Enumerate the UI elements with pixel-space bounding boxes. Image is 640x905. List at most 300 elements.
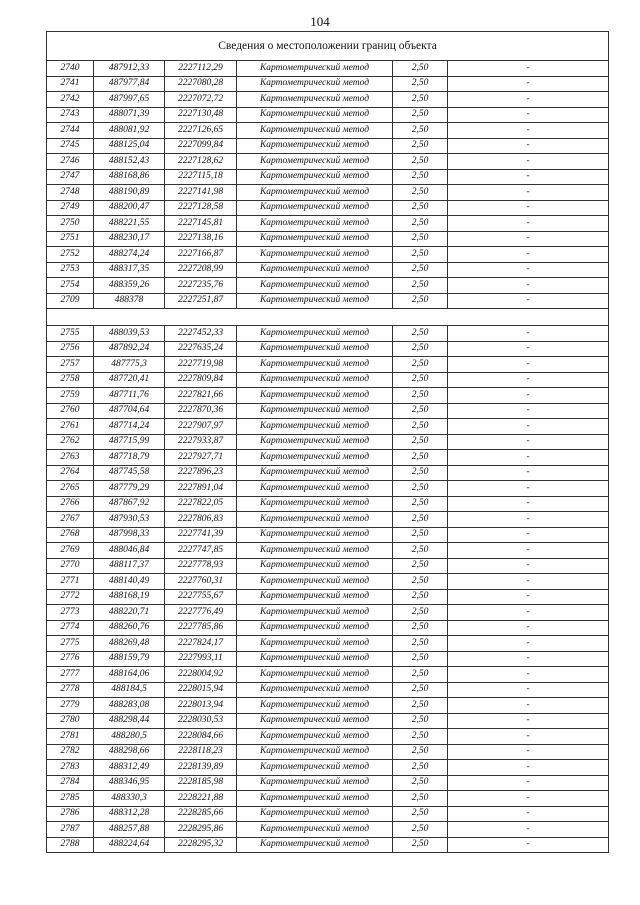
- method-cell: Картометрический метод: [237, 589, 393, 605]
- x-coordinate-cell: 487912,33: [94, 61, 165, 77]
- point-number-cell: 2782: [47, 744, 94, 760]
- table-row: [47, 388, 609, 404]
- accuracy-cell: 2,50: [393, 450, 448, 466]
- point-number-cell: 2753: [47, 262, 94, 278]
- point-number-cell: 2776: [47, 651, 94, 667]
- coordinates-table-container: [46, 31, 608, 853]
- point-number-cell: 2740: [47, 61, 94, 77]
- x-coordinate-cell: 488257,88: [94, 822, 165, 838]
- point-number-cell: 2749: [47, 200, 94, 216]
- x-coordinate-cell: 488346,95: [94, 775, 165, 791]
- x-coordinate-cell: 488224,64: [94, 837, 165, 853]
- point-number-cell: 2788: [47, 837, 94, 853]
- method-cell: Картометрический метод: [237, 107, 393, 123]
- x-coordinate-cell: 488269,48: [94, 636, 165, 652]
- description-cell: -: [448, 543, 609, 559]
- x-coordinate-cell: 487745,58: [94, 465, 165, 481]
- method-cell: Картометрический метод: [237, 262, 393, 278]
- y-coordinate-cell: 2227824,17: [165, 636, 237, 652]
- x-coordinate-cell: 487930,53: [94, 512, 165, 528]
- table-row: [47, 357, 609, 373]
- accuracy-cell: 2,50: [393, 247, 448, 263]
- point-number-cell: 2771: [47, 574, 94, 590]
- y-coordinate-cell: 2227809,84: [165, 372, 237, 388]
- accuracy-cell: 2,50: [393, 558, 448, 574]
- y-coordinate-cell: 2227821,66: [165, 388, 237, 404]
- table-row: [47, 496, 609, 512]
- description-cell: -: [448, 278, 609, 294]
- y-coordinate-cell: 2227635,24: [165, 341, 237, 357]
- accuracy-cell: 2,50: [393, 403, 448, 419]
- method-cell: Картометрический метод: [237, 293, 393, 309]
- method-cell: Картометрический метод: [237, 61, 393, 77]
- accuracy-cell: 2,50: [393, 527, 448, 543]
- description-cell: -: [448, 123, 609, 139]
- table-row: [47, 543, 609, 559]
- description-cell: -: [448, 481, 609, 497]
- point-number-cell: 2754: [47, 278, 94, 294]
- accuracy-cell: 2,50: [393, 278, 448, 294]
- point-number-cell: 2767: [47, 512, 94, 528]
- table-row: [47, 185, 609, 201]
- point-number-cell: 2743: [47, 107, 94, 123]
- table-row: [47, 123, 609, 139]
- x-coordinate-cell: 487997,65: [94, 92, 165, 108]
- accuracy-cell: 2,50: [393, 837, 448, 853]
- table-row: [47, 419, 609, 435]
- y-coordinate-cell: 2228295,86: [165, 822, 237, 838]
- description-cell: -: [448, 247, 609, 263]
- y-coordinate-cell: 2227141,98: [165, 185, 237, 201]
- description-cell: -: [448, 61, 609, 77]
- y-coordinate-cell: 2227927,71: [165, 450, 237, 466]
- y-coordinate-cell: 2227138,16: [165, 231, 237, 247]
- x-coordinate-cell: 488046,84: [94, 543, 165, 559]
- point-number-cell: 2757: [47, 357, 94, 373]
- page-number: 104: [310, 14, 330, 29]
- x-coordinate-cell: 488159,79: [94, 651, 165, 667]
- accuracy-cell: 2,50: [393, 61, 448, 77]
- y-coordinate-cell: 2227072,72: [165, 92, 237, 108]
- accuracy-cell: 2,50: [393, 636, 448, 652]
- description-cell: -: [448, 713, 609, 729]
- separator-cell: [47, 309, 609, 326]
- y-coordinate-cell: 2227776,49: [165, 605, 237, 621]
- description-cell: -: [448, 651, 609, 667]
- accuracy-cell: 2,50: [393, 372, 448, 388]
- description-cell: -: [448, 326, 609, 342]
- table-row: [47, 154, 609, 170]
- table-title: Сведения о местоположении границ объекта: [47, 32, 609, 61]
- point-number-cell: 2778: [47, 682, 94, 698]
- description-cell: -: [448, 231, 609, 247]
- description-cell: -: [448, 527, 609, 543]
- description-cell: -: [448, 589, 609, 605]
- description-cell: -: [448, 341, 609, 357]
- accuracy-cell: 2,50: [393, 262, 448, 278]
- y-coordinate-cell: 2228013,94: [165, 698, 237, 714]
- accuracy-cell: 2,50: [393, 543, 448, 559]
- accuracy-cell: 2,50: [393, 293, 448, 309]
- accuracy-cell: 2,50: [393, 154, 448, 170]
- accuracy-cell: 2,50: [393, 169, 448, 185]
- point-number-cell: 2787: [47, 822, 94, 838]
- point-number-cell: 2751: [47, 231, 94, 247]
- y-coordinate-cell: 2227747,85: [165, 543, 237, 559]
- method-cell: Картометрический метод: [237, 791, 393, 807]
- point-number-cell: 2747: [47, 169, 94, 185]
- x-coordinate-cell: 488220,71: [94, 605, 165, 621]
- method-cell: Картометрический метод: [237, 326, 393, 342]
- method-cell: Картометрический метод: [237, 138, 393, 154]
- x-coordinate-cell: 488298,66: [94, 744, 165, 760]
- table-row: [47, 293, 609, 309]
- method-cell: Картометрический метод: [237, 341, 393, 357]
- y-coordinate-cell: 2227907,97: [165, 419, 237, 435]
- method-cell: Картометрический метод: [237, 698, 393, 714]
- accuracy-cell: 2,50: [393, 465, 448, 481]
- method-cell: Картометрический метод: [237, 574, 393, 590]
- accuracy-cell: 2,50: [393, 806, 448, 822]
- method-cell: Картометрический метод: [237, 465, 393, 481]
- point-number-cell: 2768: [47, 527, 94, 543]
- description-cell: -: [448, 636, 609, 652]
- description-cell: -: [448, 293, 609, 309]
- point-number-cell: 2779: [47, 698, 94, 714]
- method-cell: Картометрический метод: [237, 682, 393, 698]
- x-coordinate-cell: 488164,06: [94, 667, 165, 683]
- y-coordinate-cell: 2227741,39: [165, 527, 237, 543]
- x-coordinate-cell: 488260,76: [94, 620, 165, 636]
- x-coordinate-cell: 488298,44: [94, 713, 165, 729]
- table-row: [47, 326, 609, 342]
- x-coordinate-cell: 487775,3: [94, 357, 165, 373]
- point-number-cell: 2786: [47, 806, 94, 822]
- accuracy-cell: 2,50: [393, 357, 448, 373]
- x-coordinate-cell: 488230,17: [94, 231, 165, 247]
- point-number-cell: 2759: [47, 388, 94, 404]
- table-row: [47, 713, 609, 729]
- description-cell: -: [448, 372, 609, 388]
- x-coordinate-cell: 488312,28: [94, 806, 165, 822]
- accuracy-cell: 2,50: [393, 822, 448, 838]
- method-cell: Картометрический метод: [237, 744, 393, 760]
- description-cell: -: [448, 465, 609, 481]
- y-coordinate-cell: 2227251,87: [165, 293, 237, 309]
- point-number-cell: 2777: [47, 667, 94, 683]
- y-coordinate-cell: 2227933,87: [165, 434, 237, 450]
- table-row: [47, 403, 609, 419]
- x-coordinate-cell: 487977,84: [94, 76, 165, 92]
- point-number-cell: 2758: [47, 372, 94, 388]
- accuracy-cell: 2,50: [393, 698, 448, 714]
- table-row: [47, 61, 609, 77]
- table-row: [47, 216, 609, 232]
- point-number-cell: 2760: [47, 403, 94, 419]
- point-number-cell: 2775: [47, 636, 94, 652]
- table-row: [47, 605, 609, 621]
- method-cell: Картометрический метод: [237, 388, 393, 404]
- y-coordinate-cell: 2228295,32: [165, 837, 237, 853]
- y-coordinate-cell: 2227870,36: [165, 403, 237, 419]
- description-cell: -: [448, 667, 609, 683]
- method-cell: Картометрический метод: [237, 775, 393, 791]
- point-number-cell: 2774: [47, 620, 94, 636]
- table-row: [47, 775, 609, 791]
- method-cell: Картометрический метод: [237, 496, 393, 512]
- y-coordinate-cell: 2228285,66: [165, 806, 237, 822]
- table-row: [47, 278, 609, 294]
- table-row: [47, 620, 609, 636]
- description-cell: -: [448, 791, 609, 807]
- description-cell: -: [448, 620, 609, 636]
- x-coordinate-cell: 488184,5: [94, 682, 165, 698]
- accuracy-cell: 2,50: [393, 419, 448, 435]
- y-coordinate-cell: 2227778,93: [165, 558, 237, 574]
- table-row: [47, 92, 609, 108]
- x-coordinate-cell: 487998,33: [94, 527, 165, 543]
- accuracy-cell: 2,50: [393, 574, 448, 590]
- x-coordinate-cell: 488117,37: [94, 558, 165, 574]
- y-coordinate-cell: 2227128,58: [165, 200, 237, 216]
- point-number-cell: 2770: [47, 558, 94, 574]
- y-coordinate-cell: 2227896,23: [165, 465, 237, 481]
- x-coordinate-cell: 487867,92: [94, 496, 165, 512]
- y-coordinate-cell: 2227235,76: [165, 278, 237, 294]
- y-coordinate-cell: 2227128,62: [165, 154, 237, 170]
- method-cell: Картометрический метод: [237, 605, 393, 621]
- x-coordinate-cell: 488280,5: [94, 729, 165, 745]
- y-coordinate-cell: 2228139,89: [165, 760, 237, 776]
- table-row: [47, 574, 609, 590]
- accuracy-cell: 2,50: [393, 620, 448, 636]
- y-coordinate-cell: 2227785,86: [165, 620, 237, 636]
- description-cell: -: [448, 200, 609, 216]
- y-coordinate-cell: 2227112,29: [165, 61, 237, 77]
- accuracy-cell: 2,50: [393, 200, 448, 216]
- table-row: [47, 791, 609, 807]
- accuracy-cell: 2,50: [393, 481, 448, 497]
- table-row: [47, 107, 609, 123]
- y-coordinate-cell: 2227452,33: [165, 326, 237, 342]
- y-coordinate-cell: 2227145,81: [165, 216, 237, 232]
- description-cell: -: [448, 682, 609, 698]
- table-row: [47, 465, 609, 481]
- method-cell: Картометрический метод: [237, 527, 393, 543]
- point-number-cell: 2762: [47, 434, 94, 450]
- method-cell: Картометрический метод: [237, 667, 393, 683]
- description-cell: -: [448, 729, 609, 745]
- method-cell: Картометрический метод: [237, 247, 393, 263]
- point-number-cell: 2744: [47, 123, 94, 139]
- accuracy-cell: 2,50: [393, 744, 448, 760]
- accuracy-cell: 2,50: [393, 231, 448, 247]
- description-cell: -: [448, 76, 609, 92]
- description-cell: -: [448, 216, 609, 232]
- accuracy-cell: 2,50: [393, 388, 448, 404]
- method-cell: Картометрический метод: [237, 806, 393, 822]
- description-cell: -: [448, 357, 609, 373]
- accuracy-cell: 2,50: [393, 775, 448, 791]
- x-coordinate-cell: 488330,3: [94, 791, 165, 807]
- point-number-cell: 2764: [47, 465, 94, 481]
- method-cell: Картометрический метод: [237, 713, 393, 729]
- point-number-cell: 2765: [47, 481, 94, 497]
- table-row: [47, 138, 609, 154]
- y-coordinate-cell: 2227130,48: [165, 107, 237, 123]
- table-row: [47, 760, 609, 776]
- x-coordinate-cell: 488200,47: [94, 200, 165, 216]
- table-row: [47, 231, 609, 247]
- description-cell: -: [448, 806, 609, 822]
- accuracy-cell: 2,50: [393, 92, 448, 108]
- y-coordinate-cell: 2227115,18: [165, 169, 237, 185]
- point-number-cell: 2773: [47, 605, 94, 621]
- point-number-cell: 2769: [47, 543, 94, 559]
- y-coordinate-cell: 2227126,65: [165, 123, 237, 139]
- description-cell: -: [448, 154, 609, 170]
- x-coordinate-cell: 487718,79: [94, 450, 165, 466]
- table-row: [47, 589, 609, 605]
- x-coordinate-cell: 487714,24: [94, 419, 165, 435]
- description-cell: -: [448, 837, 609, 853]
- point-number-cell: 2781: [47, 729, 94, 745]
- table-row: [47, 527, 609, 543]
- point-number-cell: 2766: [47, 496, 94, 512]
- description-cell: -: [448, 419, 609, 435]
- accuracy-cell: 2,50: [393, 667, 448, 683]
- table-row: [47, 262, 609, 278]
- method-cell: Картометрический метод: [237, 123, 393, 139]
- method-cell: Картометрический метод: [237, 169, 393, 185]
- accuracy-cell: 2,50: [393, 589, 448, 605]
- x-coordinate-cell: 488312,49: [94, 760, 165, 776]
- x-coordinate-cell: 488039,53: [94, 326, 165, 342]
- method-cell: Картометрический метод: [237, 636, 393, 652]
- y-coordinate-cell: 2228004,92: [165, 667, 237, 683]
- table-row: [47, 481, 609, 497]
- accuracy-cell: 2,50: [393, 682, 448, 698]
- x-coordinate-cell: 488378: [94, 293, 165, 309]
- x-coordinate-cell: 488317,35: [94, 262, 165, 278]
- x-coordinate-cell: 488221,55: [94, 216, 165, 232]
- accuracy-cell: 2,50: [393, 434, 448, 450]
- description-cell: -: [448, 138, 609, 154]
- y-coordinate-cell: 2228084,66: [165, 729, 237, 745]
- method-cell: Картометрический метод: [237, 419, 393, 435]
- accuracy-cell: 2,50: [393, 605, 448, 621]
- point-number-cell: 2761: [47, 419, 94, 435]
- method-cell: Картометрический метод: [237, 512, 393, 528]
- description-cell: -: [448, 760, 609, 776]
- method-cell: Картометрический метод: [237, 200, 393, 216]
- accuracy-cell: 2,50: [393, 760, 448, 776]
- table-title-row: [47, 32, 609, 61]
- table-row: [47, 806, 609, 822]
- table-row: [47, 651, 609, 667]
- y-coordinate-cell: 2227993,11: [165, 651, 237, 667]
- y-coordinate-cell: 2227099,84: [165, 138, 237, 154]
- description-cell: -: [448, 262, 609, 278]
- method-cell: Картометрический метод: [237, 837, 393, 853]
- method-cell: Картометрический метод: [237, 620, 393, 636]
- accuracy-cell: 2,50: [393, 107, 448, 123]
- point-number-cell: 2741: [47, 76, 94, 92]
- accuracy-cell: 2,50: [393, 496, 448, 512]
- point-number-cell: 2752: [47, 247, 94, 263]
- method-cell: Картометрический метод: [237, 543, 393, 559]
- x-coordinate-cell: 487711,76: [94, 388, 165, 404]
- description-cell: -: [448, 558, 609, 574]
- accuracy-cell: 2,50: [393, 123, 448, 139]
- accuracy-cell: 2,50: [393, 791, 448, 807]
- description-cell: -: [448, 775, 609, 791]
- description-cell: -: [448, 92, 609, 108]
- method-cell: Картометрический метод: [237, 154, 393, 170]
- method-cell: Картометрический метод: [237, 651, 393, 667]
- method-cell: Картометрический метод: [237, 372, 393, 388]
- method-cell: Картометрический метод: [237, 278, 393, 294]
- description-cell: -: [448, 512, 609, 528]
- table-row: [47, 698, 609, 714]
- x-coordinate-cell: 488152,43: [94, 154, 165, 170]
- accuracy-cell: 2,50: [393, 216, 448, 232]
- method-cell: Картометрический метод: [237, 216, 393, 232]
- table-row: [47, 636, 609, 652]
- y-coordinate-cell: 2228030,53: [165, 713, 237, 729]
- point-number-cell: 2745: [47, 138, 94, 154]
- description-cell: -: [448, 605, 609, 621]
- block-separator-row: [47, 309, 609, 326]
- accuracy-cell: 2,50: [393, 185, 448, 201]
- point-number-cell: 2772: [47, 589, 94, 605]
- y-coordinate-cell: 2227719,98: [165, 357, 237, 373]
- y-coordinate-cell: 2227806,83: [165, 512, 237, 528]
- table-row: [47, 434, 609, 450]
- x-coordinate-cell: 487715,99: [94, 434, 165, 450]
- table-row: [47, 450, 609, 466]
- y-coordinate-cell: 2228221,88: [165, 791, 237, 807]
- table-row: [47, 169, 609, 185]
- point-number-cell: 2763: [47, 450, 94, 466]
- y-coordinate-cell: 2227822,05: [165, 496, 237, 512]
- table-row: [47, 200, 609, 216]
- x-coordinate-cell: 488140,49: [94, 574, 165, 590]
- x-coordinate-cell: 488359,26: [94, 278, 165, 294]
- y-coordinate-cell: 2227760,31: [165, 574, 237, 590]
- description-cell: -: [448, 698, 609, 714]
- description-cell: -: [448, 169, 609, 185]
- table-row: [47, 837, 609, 853]
- point-number-cell: 2784: [47, 775, 94, 791]
- method-cell: Картометрический метод: [237, 231, 393, 247]
- method-cell: Картометрический метод: [237, 450, 393, 466]
- method-cell: Картометрический метод: [237, 185, 393, 201]
- description-cell: -: [448, 434, 609, 450]
- table-row: [47, 247, 609, 263]
- method-cell: Картометрический метод: [237, 822, 393, 838]
- point-number-cell: 2750: [47, 216, 94, 232]
- point-number-cell: 2755: [47, 326, 94, 342]
- method-cell: Картометрический метод: [237, 403, 393, 419]
- point-number-cell: 2783: [47, 760, 94, 776]
- table-row: [47, 341, 609, 357]
- description-cell: -: [448, 388, 609, 404]
- description-cell: -: [448, 107, 609, 123]
- point-number-cell: 2742: [47, 92, 94, 108]
- accuracy-cell: 2,50: [393, 326, 448, 342]
- description-cell: -: [448, 185, 609, 201]
